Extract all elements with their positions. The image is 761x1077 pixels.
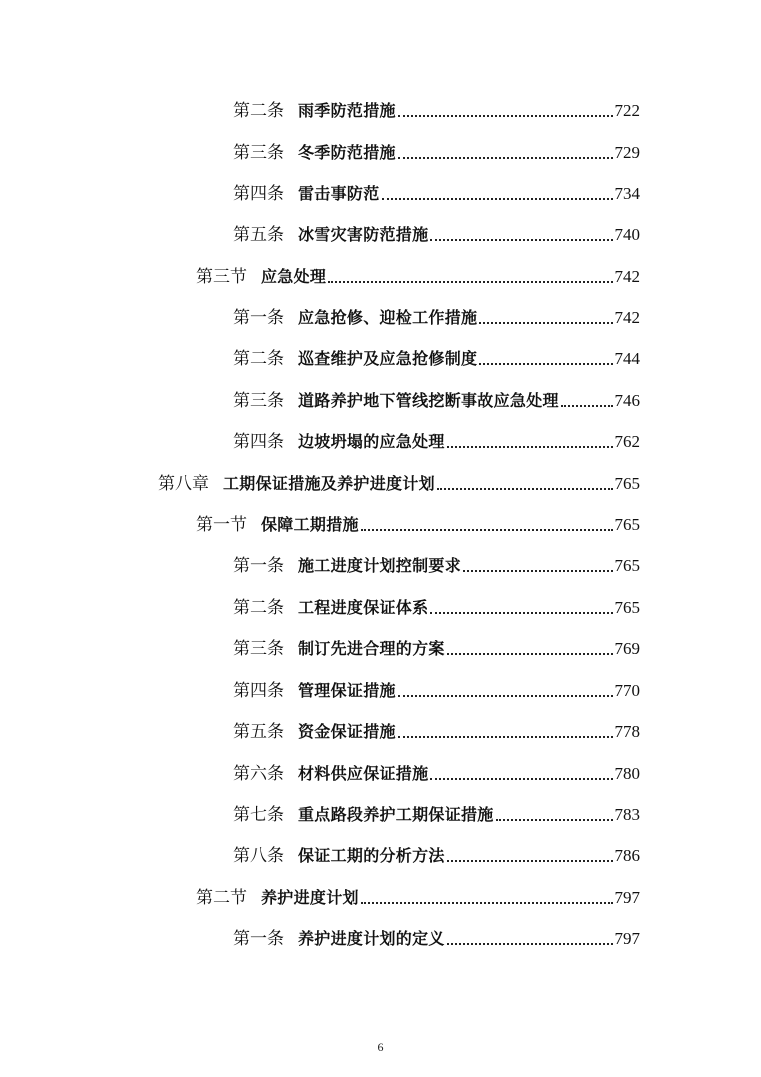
- entry-title: 道路养护地下管线挖断事故应急处理: [298, 391, 559, 410]
- toc-entry[interactable]: [233, 713, 640, 743]
- dot-leader: [447, 943, 613, 945]
- toc-entry[interactable]: [233, 630, 640, 660]
- dot-leader: [398, 115, 613, 117]
- dot-leader: [447, 446, 613, 448]
- dot-leader: [447, 860, 613, 862]
- toc-entry[interactable]: [233, 837, 640, 867]
- toc-entry[interactable]: [233, 920, 640, 950]
- entry-number: 第四条: [233, 184, 284, 203]
- entry-title: 资金保证措施: [298, 722, 396, 741]
- entry-number: 第七条: [233, 805, 284, 824]
- entry-page-number: 797: [614, 888, 640, 907]
- entry-page-number: 765: [614, 556, 640, 575]
- entry-number: 第三条: [233, 639, 284, 658]
- entry-title: 养护进度计划的定义: [298, 929, 445, 948]
- entry-page-number: 729: [614, 143, 640, 162]
- entry-number: 第一条: [233, 929, 284, 948]
- entry-page-number: 742: [614, 308, 640, 327]
- toc-entry[interactable]: [233, 672, 640, 702]
- entry-number: 第六条: [233, 764, 284, 783]
- entry-title: 工期保证措施及养护进度计划: [223, 474, 435, 493]
- entry-title: 管理保证措施: [298, 681, 396, 700]
- dot-leader: [328, 281, 612, 283]
- entry-title: 施工进度计划控制要求: [298, 556, 462, 575]
- entry-number: 第二条: [233, 101, 284, 120]
- dot-leader: [447, 653, 613, 655]
- toc-entry[interactable]: [233, 340, 640, 370]
- entry-number: 第五条: [233, 225, 284, 244]
- entry-page-number: 742: [614, 267, 640, 286]
- entry-title: 雷击事防范: [298, 184, 380, 203]
- entry-page-number: 744: [614, 349, 640, 368]
- dot-leader: [430, 778, 612, 780]
- entry-page-number: 740: [614, 225, 640, 244]
- page-number: 6: [377, 1040, 384, 1054]
- toc-entry[interactable]: [196, 506, 640, 536]
- toc-entry[interactable]: [233, 216, 640, 246]
- entry-page-number: 797: [614, 929, 640, 948]
- toc-entry[interactable]: [233, 175, 640, 205]
- toc-entry[interactable]: [233, 755, 640, 785]
- entry-title: 冬季防范措施: [298, 143, 396, 162]
- entry-page-number: 783: [614, 805, 640, 824]
- entry-page-number: 734: [614, 184, 640, 203]
- entry-number: 第二节: [196, 888, 247, 907]
- entry-number: 第四条: [233, 432, 284, 451]
- toc-entry[interactable]: [233, 796, 640, 826]
- entry-number: 第一节: [196, 515, 247, 534]
- entry-title: 工程进度保证体系: [298, 598, 429, 617]
- entry-number: 第一条: [233, 556, 284, 575]
- dot-leader: [496, 819, 613, 821]
- entry-page-number: 786: [614, 846, 640, 865]
- toc-entry[interactable]: [196, 879, 640, 909]
- entry-page-number: 778: [614, 722, 640, 741]
- entry-page-number: 770: [614, 681, 640, 700]
- entry-number: 第四条: [233, 681, 284, 700]
- entry-title: 材料供应保证措施: [298, 764, 429, 783]
- dot-leader: [430, 612, 612, 614]
- toc-entry[interactable]: [233, 134, 640, 164]
- dot-leader: [398, 736, 613, 738]
- entry-page-number: 780: [614, 764, 640, 783]
- dot-leader: [398, 157, 613, 159]
- dot-leader: [561, 405, 613, 407]
- dot-leader: [382, 198, 613, 200]
- toc-entry[interactable]: [196, 258, 640, 288]
- entry-page-number: 746: [614, 391, 640, 410]
- entry-title: 养护进度计划: [261, 888, 359, 907]
- entry-number: 第三条: [233, 391, 284, 410]
- entry-page-number: 769: [614, 639, 640, 658]
- entry-page-number: 722: [614, 101, 640, 120]
- entry-title: 雨季防范措施: [298, 101, 396, 120]
- entry-title: 制订先进合理的方案: [298, 639, 445, 658]
- entry-number: 第二条: [233, 598, 284, 617]
- entry-title: 应急处理: [261, 267, 327, 286]
- entry-title: 巡查维护及应急抢修制度: [298, 349, 478, 368]
- toc-entry[interactable]: [233, 423, 640, 453]
- dot-leader: [430, 239, 612, 241]
- dot-leader: [398, 695, 613, 697]
- toc-entry[interactable]: [233, 589, 640, 619]
- dot-leader: [479, 363, 612, 365]
- dot-leader: [361, 529, 613, 531]
- entry-title: 边坡坍塌的应急处理: [298, 432, 445, 451]
- toc-entry[interactable]: [233, 92, 640, 122]
- entry-title: 重点路段养护工期保证措施: [298, 805, 494, 824]
- dot-leader: [361, 902, 613, 904]
- entry-title: 保证工期的分析方法: [298, 846, 445, 865]
- entry-page-number: 765: [614, 515, 640, 534]
- entry-title: 应急抢修、迎检工作措施: [298, 308, 478, 327]
- entry-number: 第二条: [233, 349, 284, 368]
- entry-number: 第三条: [233, 143, 284, 162]
- entry-title: 保障工期措施: [261, 515, 359, 534]
- entry-number: 第五条: [233, 722, 284, 741]
- entry-number: 第一条: [233, 308, 284, 327]
- entry-page-number: 762: [614, 432, 640, 451]
- entry-page-number: 765: [614, 474, 640, 493]
- dot-leader: [479, 322, 612, 324]
- entry-title: 冰雪灾害防范措施: [298, 225, 429, 244]
- toc-entry[interactable]: [233, 299, 640, 329]
- entry-number: 第八条: [233, 846, 284, 865]
- toc-entry[interactable]: [158, 465, 640, 495]
- dot-leader: [463, 570, 612, 572]
- entry-number: 第三节: [196, 267, 247, 286]
- entry-number: 第八章: [158, 474, 209, 493]
- entry-page-number: 765: [614, 598, 640, 617]
- toc-entry[interactable]: [233, 547, 640, 577]
- toc-entry[interactable]: [233, 382, 640, 412]
- dot-leader: [437, 488, 613, 490]
